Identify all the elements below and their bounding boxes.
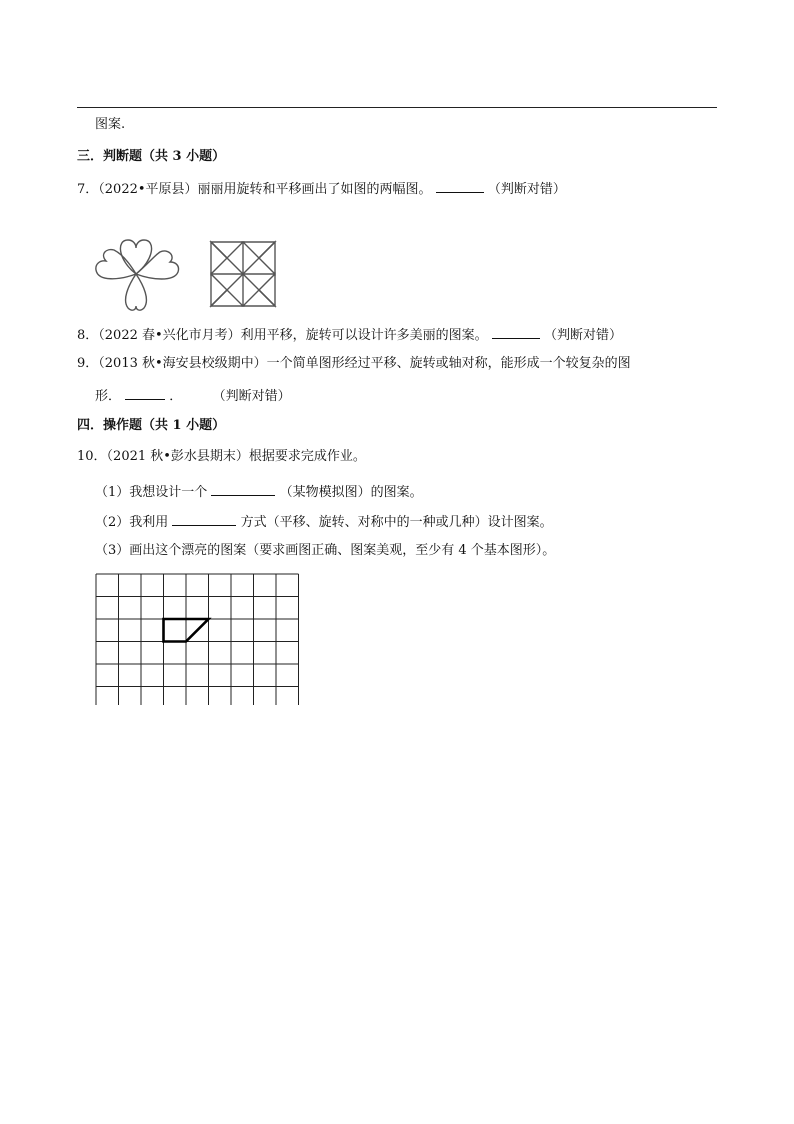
question-10-part-2-blank[interactable] xyxy=(172,511,236,526)
question-10-part-1-suffix: （某物模拟图）的图案。 xyxy=(279,485,423,500)
question-10-part-1-prefix: （1）我想设计一个 xyxy=(95,485,208,500)
question-9-answer-blank[interactable] xyxy=(125,385,165,400)
question-8-answer-blank[interactable] xyxy=(492,324,540,339)
question-9-suffix: （判断对错） xyxy=(212,389,291,404)
question-8 xyxy=(77,324,622,345)
question-10-part-2 xyxy=(95,511,553,532)
question-10-part-2-suffix: 方式（平移、旋转、对称中的一种或几种）设计图案。 xyxy=(240,515,553,530)
question-10-part-3: （3）画出这个漂亮的图案（要求画图正确、图案美观，至少有 4 个基本图形）。 xyxy=(95,543,556,558)
clover-figure xyxy=(88,236,184,316)
question-10-part-2-prefix: （2）我利用 xyxy=(95,515,169,530)
question-8-suffix: （判断对错） xyxy=(543,328,622,343)
triangles-figure xyxy=(207,238,281,310)
continuation-text: 图案. xyxy=(95,117,126,132)
question-8-text: 8．（2022 春•兴化市月考）利用平移，旋转可以设计许多美丽的图案。 xyxy=(77,328,488,343)
question-10-part-1 xyxy=(95,481,423,502)
question-7 xyxy=(77,178,566,199)
section-4-title: 四．操作题（共 1 小题） xyxy=(77,418,226,433)
question-7-answer-blank[interactable] xyxy=(436,178,484,193)
question-10-stem: 10．（2021 秋•彭水县期末）根据要求完成作业。 xyxy=(77,449,366,464)
question-9-line-2-prefix: 形． xyxy=(95,389,122,404)
drawing-grid[interactable] xyxy=(95,573,302,705)
question-10-part-1-blank[interactable] xyxy=(211,481,275,496)
section-3-title: 三．判断题（共 3 小题） xyxy=(77,149,226,164)
question-7-text: 7．（2022•平原县）丽丽用旋转和平移画出了如图的两幅图。 xyxy=(77,182,432,197)
header-rule xyxy=(77,107,717,108)
question-7-suffix: （判断对错） xyxy=(487,182,566,197)
question-9-line-1: 9．（2013 秋•海安县校级期中）一个简单图形经过平移、旋转或轴对称，能形成一个较复杂的图 xyxy=(77,356,631,371)
question-9-line-2 xyxy=(95,385,291,406)
question-9-line-2-mid: ． xyxy=(169,389,183,404)
